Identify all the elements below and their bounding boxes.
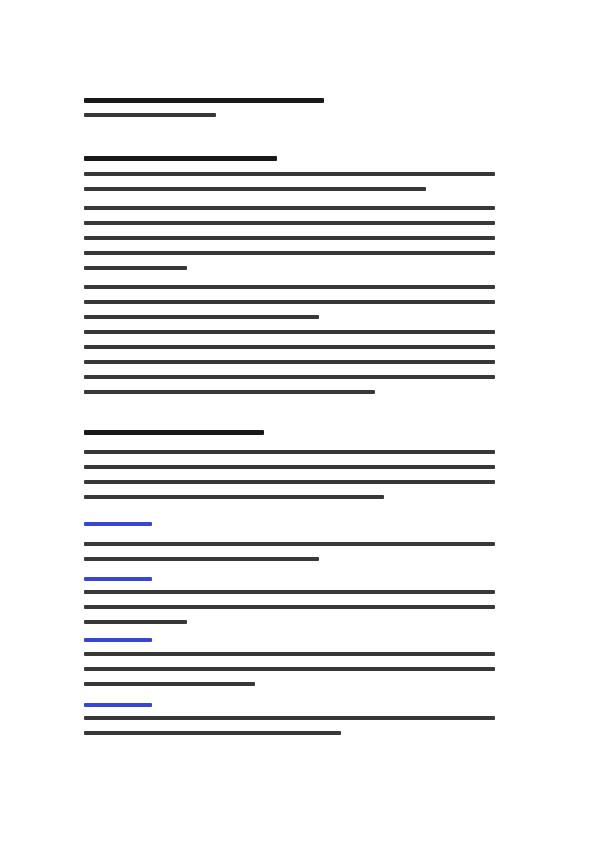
subsection-heading (84, 577, 512, 581)
text-line (84, 620, 187, 624)
text-line (84, 430, 264, 435)
subsection-heading (84, 522, 512, 526)
text-line (84, 251, 495, 255)
text-line (84, 465, 495, 469)
text-line (84, 221, 495, 225)
text-line (84, 172, 495, 176)
paragraph (84, 716, 512, 735)
paragraph (84, 542, 512, 561)
text-line (84, 300, 495, 304)
paragraph (84, 285, 512, 319)
text-line (84, 390, 375, 394)
text-line (84, 495, 384, 499)
text-line (84, 667, 495, 671)
text-line (84, 682, 255, 686)
subtitle-line (84, 113, 216, 117)
text-line (84, 375, 495, 379)
text-line (84, 187, 426, 191)
paragraph (84, 652, 512, 686)
subsection-heading (84, 638, 512, 642)
paragraph (84, 590, 512, 624)
text-line (84, 731, 341, 735)
section-heading (84, 156, 512, 161)
text-line (84, 315, 319, 319)
text-line (84, 236, 495, 240)
text-line (84, 716, 495, 720)
section-heading (84, 430, 512, 435)
text-line (84, 652, 495, 656)
title-line (84, 98, 324, 103)
text-line (84, 285, 495, 289)
text-line (84, 703, 152, 707)
text-line (84, 360, 495, 364)
text-line (84, 542, 495, 546)
text-line (84, 577, 152, 581)
text-line (84, 330, 495, 334)
paragraph (84, 172, 512, 191)
text-line (84, 156, 277, 161)
paragraph (84, 450, 512, 499)
paragraph (84, 330, 512, 394)
text-line (84, 557, 319, 561)
document-title (84, 98, 324, 117)
text-line (84, 450, 495, 454)
text-line (84, 266, 187, 270)
subsection-heading (84, 703, 512, 707)
text-line (84, 480, 495, 484)
text-line (84, 206, 495, 210)
text-line (84, 590, 495, 594)
text-line (84, 522, 152, 526)
text-line (84, 638, 152, 642)
text-line (84, 345, 495, 349)
paragraph (84, 206, 512, 270)
text-line (84, 605, 495, 609)
